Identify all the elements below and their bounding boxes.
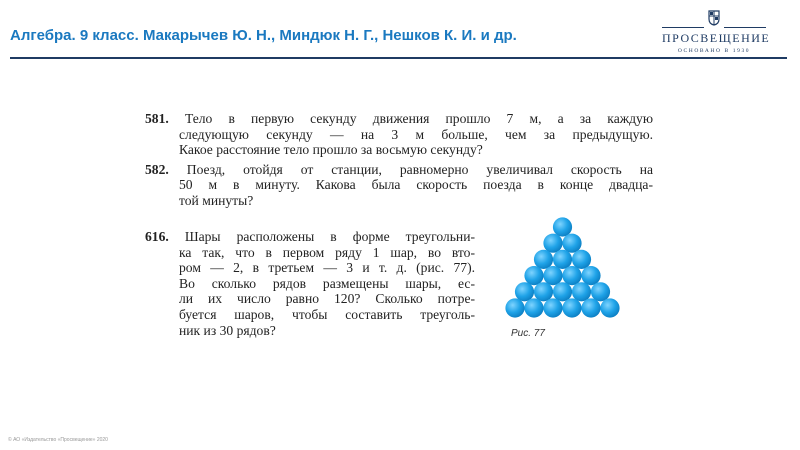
problem-line <box>145 276 475 292</box>
problem-line <box>145 307 475 323</box>
ball <box>515 282 534 301</box>
problem-line <box>145 162 653 178</box>
ball <box>505 298 524 317</box>
problem-number: 582. <box>145 161 169 177</box>
logo-tagline: ОСНОВАНО В 1930 <box>677 48 751 54</box>
ball <box>553 282 572 301</box>
publisher-logo <box>662 8 771 58</box>
problem-number: 616. <box>145 229 169 244</box>
problem-line <box>145 291 475 307</box>
problem-line <box>145 229 475 245</box>
ball <box>553 250 572 269</box>
problem-616 <box>145 229 475 338</box>
problem-line <box>145 177 653 193</box>
ball <box>553 217 572 236</box>
problem-text: ка так, что в первом ряду 1 шар, во вто- <box>179 244 475 260</box>
problem-line <box>145 127 653 143</box>
logo-rule-right <box>724 27 766 28</box>
problem-line <box>145 142 653 158</box>
ball <box>591 282 610 301</box>
problem-text: Шары расположены в форме треугольни- <box>184 229 475 244</box>
problem-text: той минуты? <box>179 192 254 208</box>
figure-caption: Рис. 77 <box>511 328 545 339</box>
ball <box>572 250 591 269</box>
ball <box>562 266 581 285</box>
problem-line <box>145 193 653 209</box>
ball <box>543 266 562 285</box>
ball <box>581 298 600 317</box>
textbook-excerpt <box>145 111 653 209</box>
problem-text: Тело в первую секунду движения прошло 7 м, а за каждую <box>184 111 653 126</box>
problem-text: ром — 2, в третьем — 3 и т. д. (рис. 77). <box>179 260 475 276</box>
ball-triangle-figure <box>505 215 620 325</box>
copyright-footer: © АО «Издательство «Просвещение» 2020 <box>8 437 108 443</box>
problem-text: Во сколько рядов размещены шары, ес- <box>179 275 475 291</box>
page-title: Алгебра. 9 класс. Макарычев Ю. Н., Миндюк Н. Г., Нешков К. И. и др. <box>10 27 517 44</box>
problem-line <box>145 111 653 127</box>
problem-line <box>145 260 475 276</box>
problem-number: 581. <box>145 111 169 126</box>
ball <box>572 282 591 301</box>
ball <box>581 266 600 285</box>
logo-wordmark: ПРОСВЕЩЕНИЕ <box>662 31 771 45</box>
problem-text: ли их число равно 120? Сколько потре- <box>179 291 475 307</box>
problem-line <box>145 245 475 261</box>
logo-rule-left <box>662 27 704 28</box>
problem-582 <box>145 162 653 209</box>
problem-581 <box>145 111 653 158</box>
problem-text: Какое расстояние тело прошло за восьмую секунду? <box>179 142 483 158</box>
ball <box>524 266 543 285</box>
ball <box>562 234 581 253</box>
ball <box>562 298 581 317</box>
problem-text: буется шаров, чтобы составить треуголь- <box>179 306 475 322</box>
problem-line <box>145 323 475 339</box>
ball <box>524 298 543 317</box>
ball <box>534 250 553 269</box>
problem-text: 50 м в минуту. Какова была скорость поезда в конце двадца- <box>179 177 653 193</box>
ball <box>543 234 562 253</box>
ball <box>534 282 553 301</box>
problem-text: следующую секунду — на 3 м больше, чем за предыдущую. <box>179 126 653 142</box>
problem-text: ник из 30 рядов? <box>179 322 276 338</box>
ball <box>543 298 562 317</box>
ball <box>600 298 619 317</box>
problem-text: Поезд, отойдя от станции, равномерно увеличивал скорость на <box>186 161 653 177</box>
publisher-emblem-icon <box>708 10 720 26</box>
